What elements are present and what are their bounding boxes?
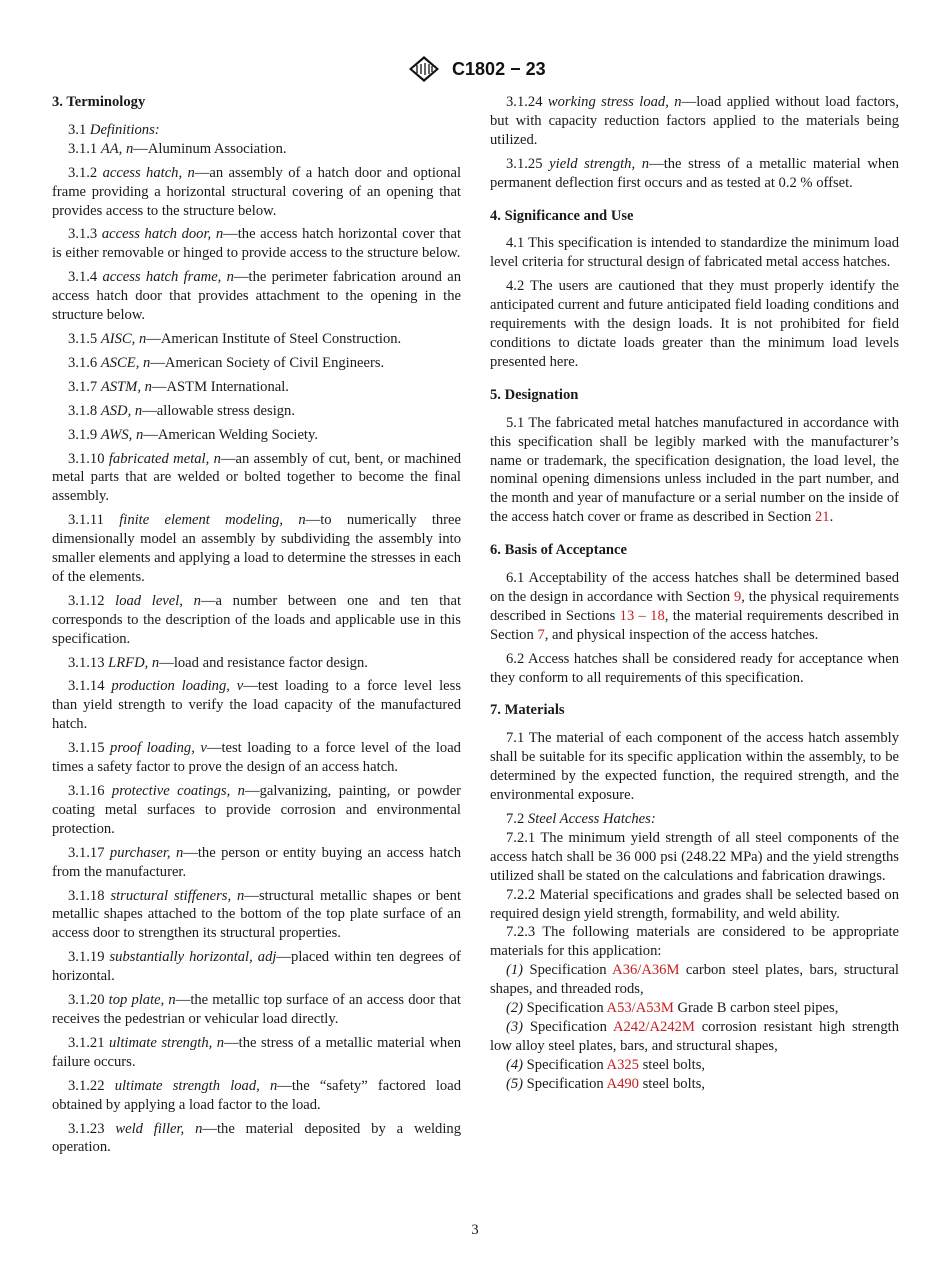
para-3-1-16: 3.1.16 protective coatings, n—galvanizing, painting, or powder coating metal surfaces to provide corrosion and environmental protection. bbox=[52, 783, 461, 837]
para-3-1-5: 3.1.5 AISC, n—American Institute of Steel Construction. bbox=[68, 330, 402, 347]
para-3-1-22: 3.1.22 ultimate strength load, n—the “safety” factored load obtained by applying a load factor to the load. bbox=[52, 1077, 461, 1113]
material-item-5: (5) Specification A490 steel bolts, bbox=[506, 1075, 706, 1092]
section-9-link[interactable]: 9 bbox=[733, 588, 742, 605]
para-3-1-14: 3.1.14 production loading, v—test loading to a force level less than yield strength to verify the load capacity of the manufactured hatch. bbox=[52, 678, 461, 733]
para-3-1-23: 3.1.23 weld filler, n—the material deposited by a welding operation. bbox=[52, 1120, 461, 1156]
material-item-1: (1) Specification A36/A36M carbon steel plates, bars, structural shapes, and threaded rods, bbox=[490, 962, 899, 998]
section-7-link[interactable]: 7 bbox=[537, 626, 545, 643]
page-number: 3 bbox=[471, 1222, 479, 1238]
section-3-heading: 3. Terminology bbox=[52, 94, 146, 110]
spec-a242-link[interactable]: A242/A242M bbox=[612, 1018, 695, 1035]
para-7-2: 7.2 Steel Access Hatches: bbox=[506, 811, 656, 827]
section-5-heading: 5. Designation bbox=[490, 386, 579, 403]
section-7-heading: 7. Materials bbox=[490, 702, 565, 719]
para-3-1-18: 3.1.18 structural stiffeners, n—structural metallic shapes or bent metallic shapes attached to the bottom of the top plate surface of an access door to strengthen its structural properties. bbox=[52, 887, 461, 942]
spec-a325-link[interactable]: A325 bbox=[606, 1056, 639, 1073]
spec-a53-link[interactable]: A53/A53M bbox=[606, 1000, 674, 1017]
page-header bbox=[0, 55, 950, 83]
para-3-1-6: 3.1.6 ASCE, n—American Society of Civil Engineers. bbox=[68, 354, 385, 371]
para-7-2-3: 7.2.3 The following materials are considered to be appropriate materials for this application: bbox=[490, 924, 899, 960]
para-3-1-20: 3.1.20 top plate, n—the metallic top surface of an access door that receives the pedestrian or vehicular load directly. bbox=[52, 992, 461, 1027]
spec-a36-link[interactable]: A36/A36M bbox=[612, 962, 680, 979]
para-3-1-10: 3.1.10 fabricated metal, n—an assembly of cut, bent, or machined metal parts that are welded or bolted together to become the final assembly. bbox=[52, 450, 461, 505]
material-item-4: (4) Specification A325 steel bolts, bbox=[506, 1056, 706, 1073]
para-3-1-1: 3.1.1 AA, n—Aluminum Association. bbox=[68, 140, 287, 157]
section-21-link[interactable]: 21 bbox=[814, 509, 830, 526]
para-3-1-12: 3.1.12 load level, n—a number between one and ten that corresponds to the description of the loads and applicable use in this specification. bbox=[52, 592, 462, 647]
spec-a490-link[interactable]: A490 bbox=[606, 1075, 639, 1092]
para-3-1-19: 3.1.19 substantially horizontal, adj—placed within ten degrees of horizontal. bbox=[52, 949, 461, 985]
right-column bbox=[490, 93, 899, 1094]
para-3-1-25: 3.1.25 yield strength, n—the stress of a metallic material when permanent deflection first occurs and as tested at 0.2 % offset. bbox=[490, 155, 899, 191]
para-3-1-4: 3.1.4 access hatch frame, n—the perimeter fabrication around an access hatch door that provides attachment to the opening in the structure below. bbox=[52, 269, 462, 324]
para-3-1-24: 3.1.24 working stress load, n—load applied without load factors, but with capacity reduction factors applied to the materials being utilized. bbox=[490, 94, 899, 148]
para-3-1-21: 3.1.21 ultimate strength, n—the stress of a metallic material when failure occurs. bbox=[52, 1034, 461, 1070]
para-6-1: 6.1 Acceptability of the access hatches shall be determined based on the design in accordance with Section 9, the physical requirements described in Sections 13 – 18, the material requirements described in Section 7, and physical inspection of the access hatches. bbox=[490, 570, 900, 643]
section-6-heading: 6. Basis of Acceptance bbox=[490, 542, 628, 559]
para-3-1-15: 3.1.15 proof loading, v—test loading to a force level of the load times a safety factor to prove the design of an access hatch. bbox=[52, 740, 461, 776]
para-7-2-1: 7.2.1 The minimum yield strength of all steel components of the access hatch shall be 36 000 psi (248.22 MPa) and the yield strengths utilized shall be stated on the calculations and fabrication drawings. bbox=[490, 829, 899, 884]
para-3-1-9: 3.1.9 AWS, n—American Welding Society. bbox=[68, 426, 318, 443]
para-7-1: 7.1 The material of each component of the access hatch assembly shall be suitable for its specific application within the assembly, to be determined by the expected function, the required strength, and the environmental exposure. bbox=[490, 730, 899, 804]
para-3-1-3: 3.1.3 access hatch door, n—the access hatch horizontal cover that is either removable or hinged to provide access to the structure below. bbox=[52, 226, 462, 262]
para-5-1: 5.1 The fabricated metal hatches manufactured in accordance with this specification shall be legibly marked with the manufacturer’s name or trademark, the specification designation, the load level, the nominal opening dimensions unless included in the part number, and the month and year of manufacture or a serial number on the inside of the access hatch cover or frame as described in Section 21. bbox=[490, 414, 899, 526]
material-item-3: (3) Specification A242/A242M corrosion resistant high strength low alloy steel plates, bars, and structural shapes, bbox=[490, 1018, 899, 1054]
para-3-1-11: 3.1.11 finite element modeling, n—to numerically three dimensionally model an assembly by subdividing the assembly into smaller elements and applying a load to determine the stresses in each of the elements. bbox=[52, 512, 461, 585]
para-3-1-2: 3.1.2 access hatch, n—an assembly of a hatch door and optional frame providing a horizontal structural covering of an opening that provides access to the structure below. bbox=[52, 164, 462, 219]
para-4-1: 4.1 This specification is intended to standardize the minimum load level criteria for structural design of fabricated metal access hatches. bbox=[490, 235, 899, 271]
para-3-1-13: 3.1.13 LRFD, n—load and resistance factor design. bbox=[68, 654, 368, 671]
left-column bbox=[52, 93, 461, 1162]
material-item-2: (2) Specification A53/A53M Grade B carbon steel pipes, bbox=[506, 1000, 839, 1017]
document-designation: C1802 − 23 bbox=[452, 58, 546, 79]
astm-logo bbox=[404, 55, 444, 83]
para-7-2-2: 7.2.2 Material specifications and grades shall be selected based on required design yield strength, formability, and weld ability. bbox=[490, 886, 899, 922]
para-6-2: 6.2 Access hatches shall be considered ready for acceptance when they conform to all requirements of this specification. bbox=[490, 650, 899, 686]
sections-13-18-link[interactable]: 13 – 18 bbox=[619, 607, 665, 624]
para-3-1-7: 3.1.7 ASTM, n—ASTM International. bbox=[68, 378, 289, 395]
section-4-heading: 4. Significance and Use bbox=[490, 207, 634, 224]
para-3-1-17: 3.1.17 purchaser, n—the person or entity buying an access hatch from the manufacturer. bbox=[52, 844, 461, 880]
para-3-1-8: 3.1.8 ASD, n—allowable stress design. bbox=[68, 402, 296, 419]
para-3-1: 3.1 Definitions: bbox=[68, 121, 160, 138]
para-4-2: 4.2 The users are cautioned that they must properly identify the anticipated current and future anticipated field loading conditions and requirements with the design loads. It is not prohibited for field conditions to dictate loads greater than the minimum load levels presented here. bbox=[490, 278, 899, 370]
